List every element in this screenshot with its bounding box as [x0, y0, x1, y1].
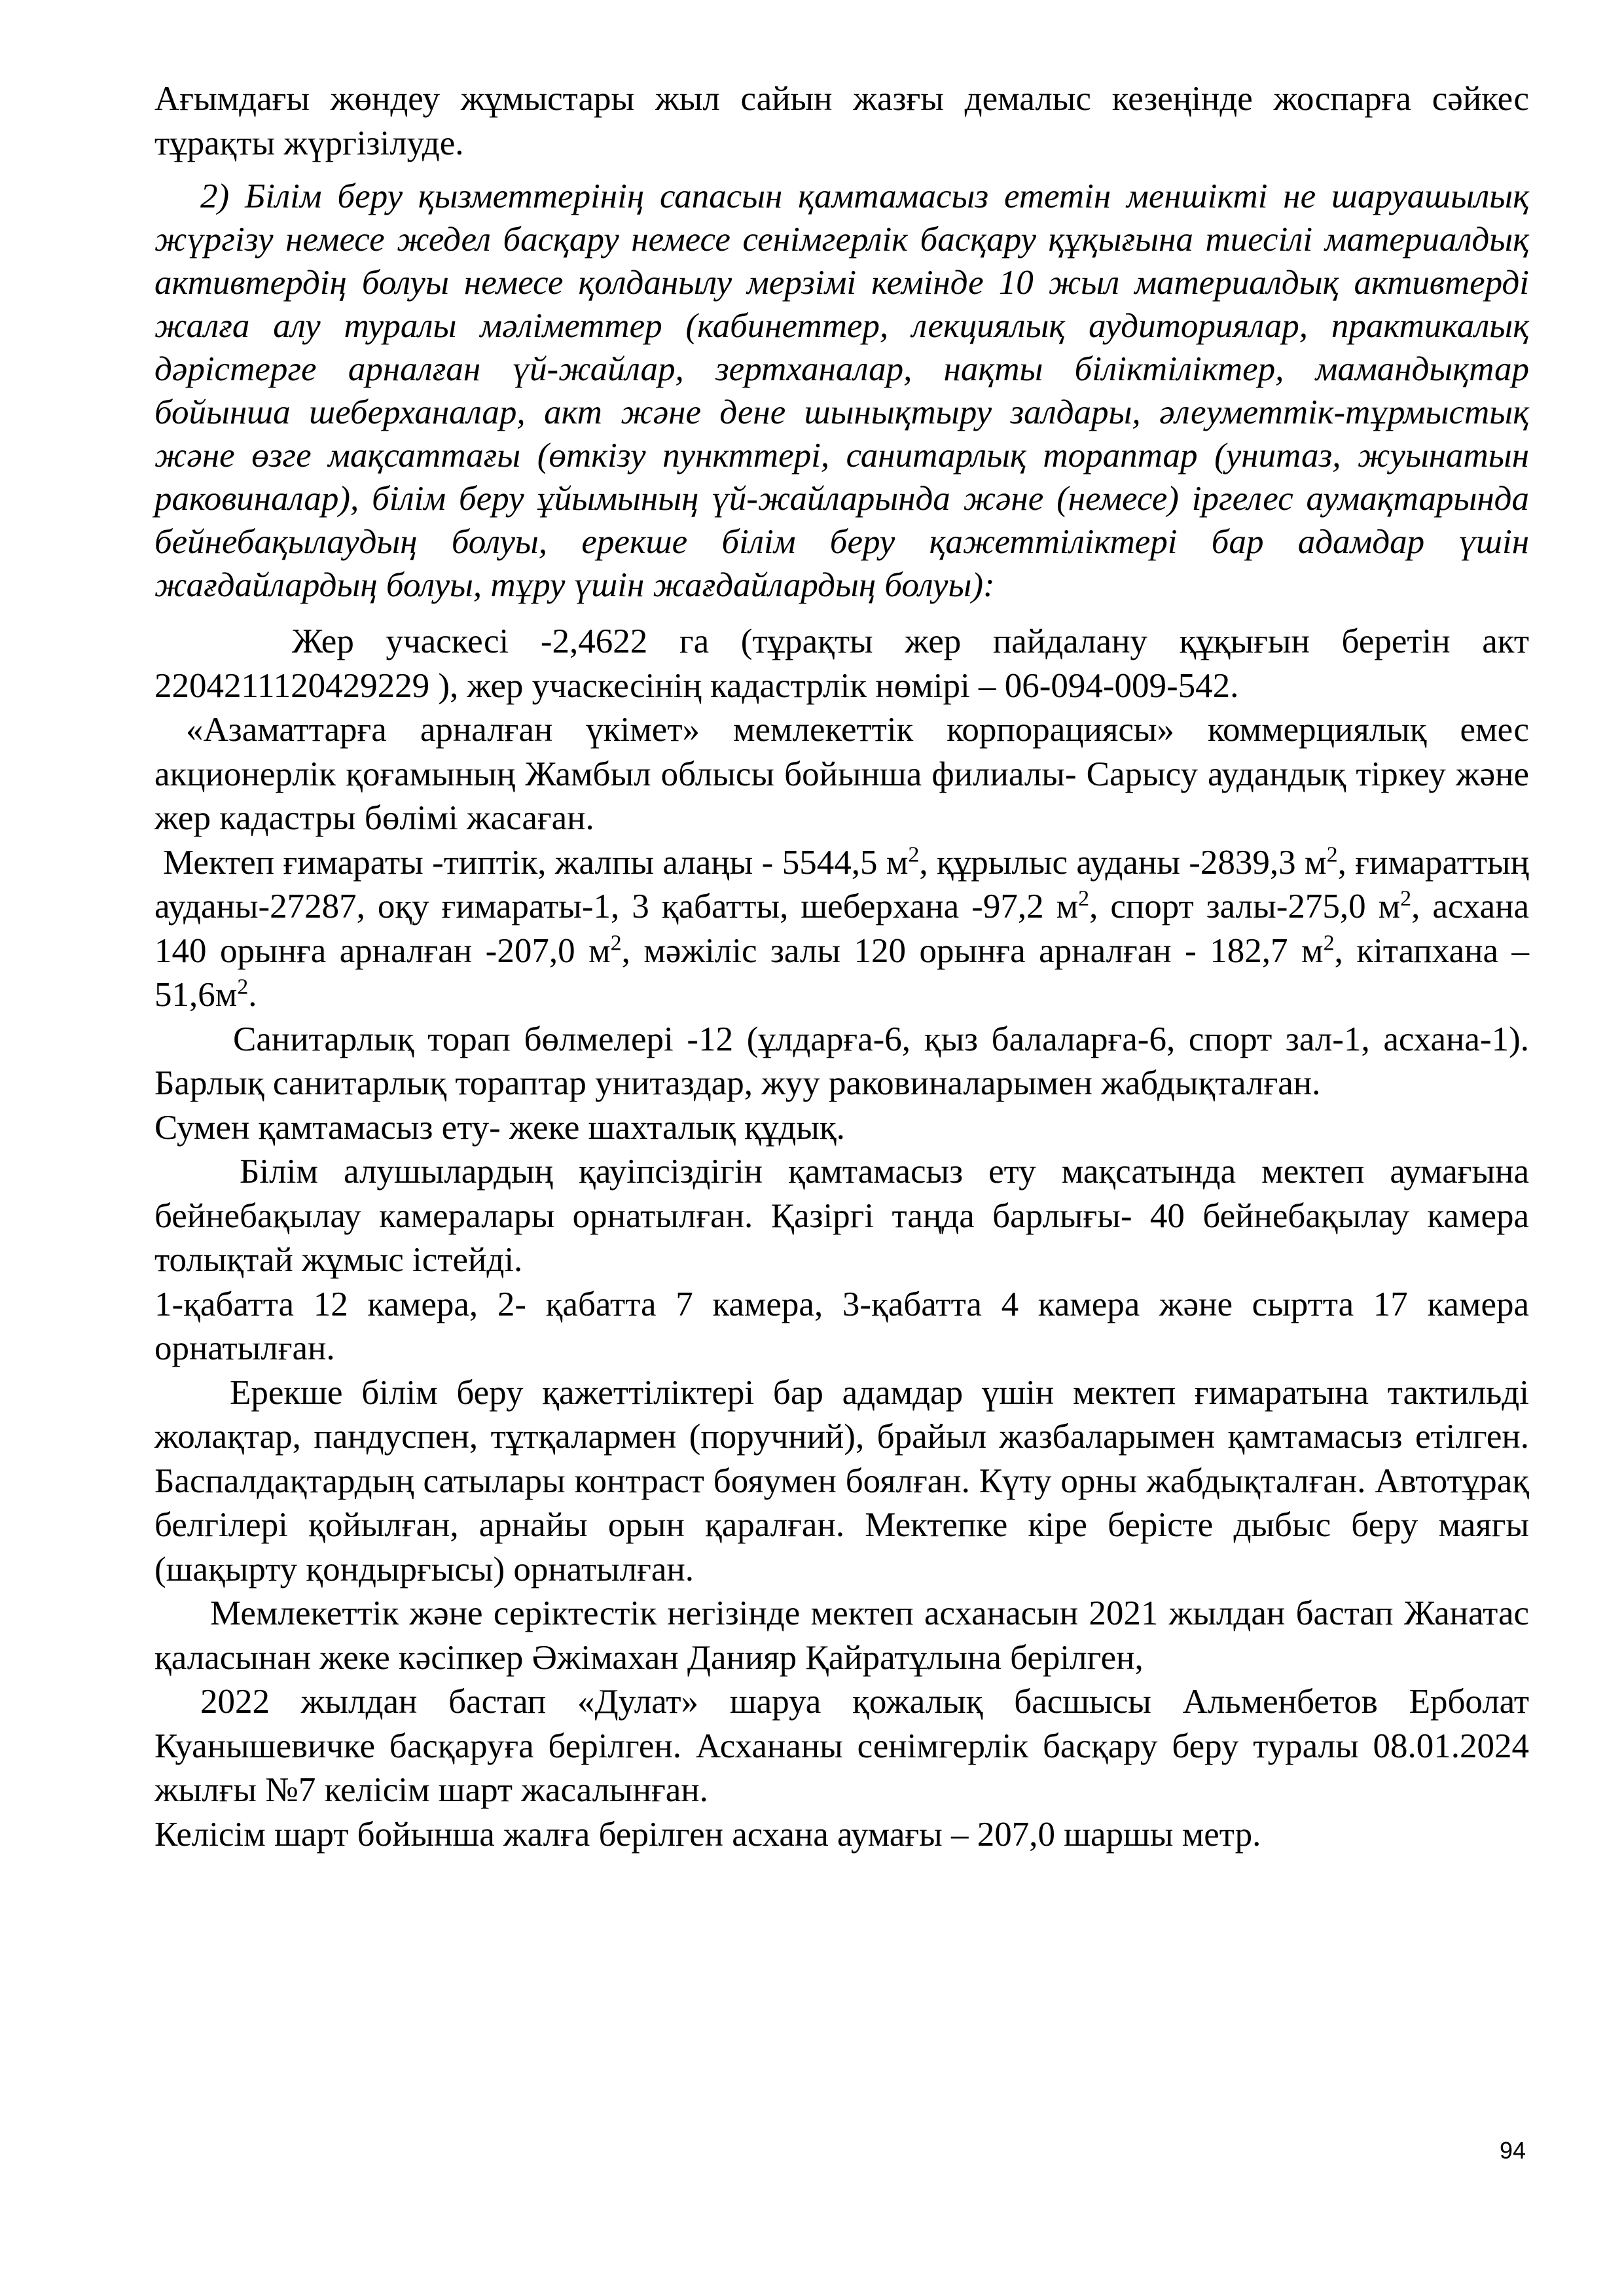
paragraph-current-repairs: Ағымдағы жөндеу жұмыстары жыл сайын жазғы демалыс кезеңінде жоспарға сәйкес тұрақты жүргізілуде. [154, 80, 1529, 162]
paragraph-canteen-2021: Мемлекеттік және серіктестік негізінде мектеп асханасын 2021 жылдан бастап Жанатас қаласынан жеке кәсіпкер Әжімахан Данияр Қайратұлына берілген, [154, 1594, 1529, 1677]
paragraph-sanitary-units: Санитарлық торап бөлмелері -12 (ұлдарға-6, қыз балаларға-6, спорт зал-1, асхана-1). Барлық санитарлық тораптар унитаздар, жуу раковиналарымен жабдықталған. [154, 1020, 1529, 1102]
superscript-2: 2 [237, 975, 249, 999]
paragraph-water-supply: Сумен қамтамасыз ету- жеке шахталық құдық. [154, 1108, 845, 1147]
paragraph-building-areas [154, 841, 1529, 1018]
building-area-text-7: , кітапхана – 51,6м [154, 931, 1530, 1014]
paragraph-canteen-area: Келісім шарт бойынша жалға берілген асхана аумағы – 207,0 шаршы метр. [154, 1815, 1261, 1854]
paragraph-special-needs: Ерекше білім беру қажеттіліктері бар адамдар үшін мектеп ғимаратына тактильді жолақтар, пандуспен, тұтқалармен (поручний), брайыл жазбаларымен қамтамасыз етілген. Баспалдақтардың сатылары контраст бояумен боялған. Күту орны жабдықталған. Автотұрақ белгілері қойылған, арнайы орын қаралған. Мектепке кіре берісте дыбыс беру маягы (шақырту қондырғысы) орнатылған. [154, 1373, 1529, 1588]
paragraph-state-corporation: «Азаматтарға арналған үкімет» мемлекеттік корпорациясы» коммерциялық емес акционерлік қоғамының Жамбыл облысы бойынша филиалы- Сарысу аудандық тіркеу және жер кадастры бөлімі жасаған. [154, 711, 1529, 837]
paragraph-material-assets-heading: 2) Білім беру қызметтерінің сапасын қамтамасыз ететін меншікті не шаруашылық жүргізу немесе жедел басқару немесе сенімгерлік басқару құқығына тиесілі материалдық активтердің болуы немесе қолданылу мерзімі кемінде 10 жыл материалдық активтерді жалға алу туралы мәліметтер (кабинеттер, лекциялық аудиториялар, практикалық дәрістерге арналған үй-жайлар, зертханалар, нақты біліктіліктер, мамандықтар бойынша шеберханалар, акт және дене шынықтыру залдары, әлеуметтік-тұрмыстық және өзге мақсаттағы (өткізу пункттері, санитарлық тораптар (унитаз, жуынатын раковиналар), білім беру ұйымының үй-жайларында және (немесе) іргелес аумақтарында бейнебақылаудың болуы, ерекше білім беру қажеттіліктері бар адамдар үшін жағдайлардың болуы, тұру үшін жағдайлардың болуы): [154, 177, 1529, 604]
building-area-text-3: , ғимараттың ауданы-27287, оқу ғимараты-1, 3 қабатты, шеберхана -97,2 м [154, 843, 1529, 925]
superscript-2: 2 [1323, 930, 1335, 955]
paragraph-cctv: Білім алушылардың қауіпсіздігін қамтамасыз ету мақсатында мектеп аумағына бейнебақылау камералары орнатылған. Қазіргі таңда барлығы- 40 бейнебақылау камера толықтай жұмыс істейді. [154, 1153, 1529, 1279]
building-area-text-8: . [248, 976, 257, 1014]
superscript-2: 2 [1078, 886, 1090, 911]
superscript-2: 2 [1400, 886, 1412, 911]
building-area-text-6: , мәжіліс залы 120 орынға арналған - 182,7 м [621, 931, 1324, 970]
paragraph-canteen-2022: 2022 жылдан бастап «Дулат» шаруа қожалық басшысы Альменбетов Ерболат Куанышевичке басқаруға берілген. Асхананы сенімгерлік басқару беру туралы 08.01.2024 жылғы №7 келісім шарт жасалынған. [154, 1683, 1529, 1809]
page-number: 94 [1499, 2137, 1526, 2164]
paragraph-camera-distribution: 1-қабатта 12 камера, 2- қабатта 7 камера, 3-қабатта 4 камера және сыртта 17 камера орнатылған. [154, 1285, 1529, 1367]
paragraph-land-plot: Жер учаскесі -2,4622 га (тұрақты жер пайдалану құқығын беретін акт 2204211120429229 ), жер учаскесінің кадастрлік нөмірі – 06-094-009-542. [154, 622, 1529, 705]
building-area-text-4: , спорт залы-275,0 м [1089, 888, 1401, 925]
document-body [154, 77, 1529, 1857]
superscript-2: 2 [610, 930, 622, 955]
building-area-text-2: , құрылыс ауданы -2839,3 м [919, 843, 1327, 882]
building-area-text-1: Мектеп ғимараты -типтік, жалпы алаңы - 5544,5 м [163, 843, 909, 882]
superscript-2: 2 [908, 842, 920, 867]
superscript-2: 2 [1326, 842, 1338, 867]
building-area-text-5: , асхана 140 орынға арналған -207,0 м [154, 888, 1529, 970]
